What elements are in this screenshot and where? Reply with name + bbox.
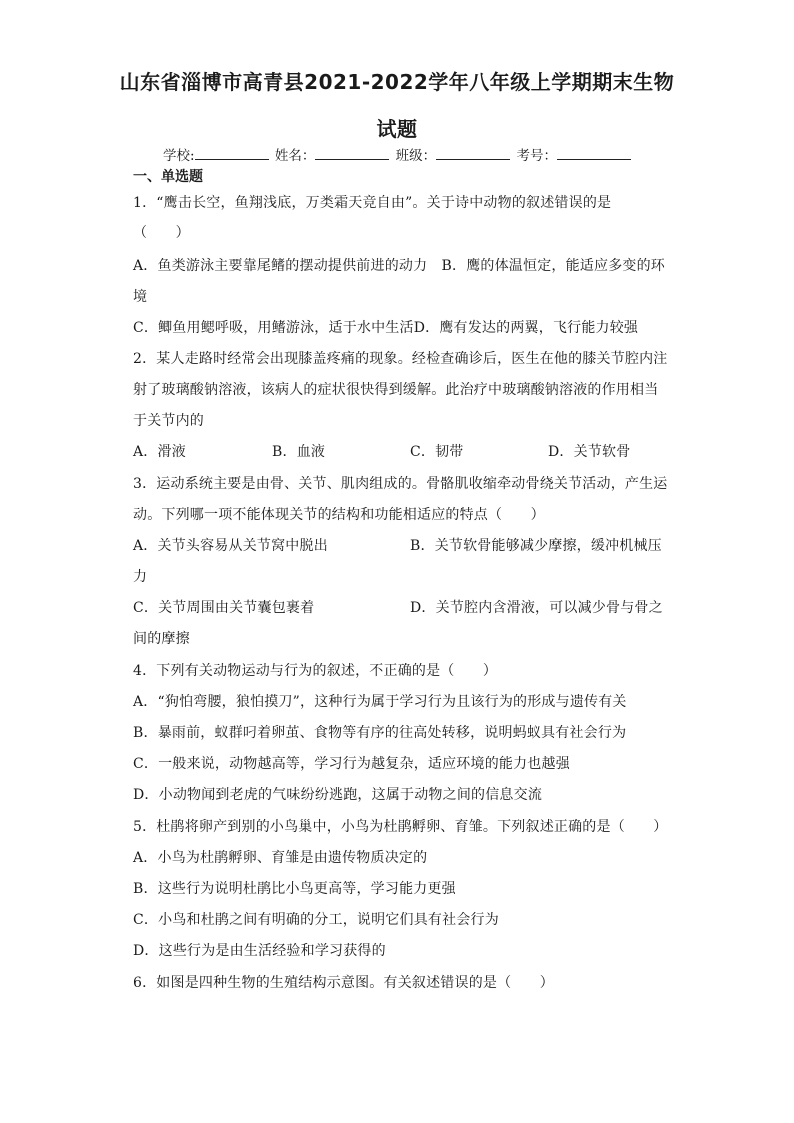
q4-option-c: C．一般来说，动物越高等，学习行为越复杂，适应环境的能力也越强 — [133, 756, 570, 772]
q2-stem-line-2: 射了玻璃酸钠溶液，该病人的症状很快得到缓解。此治疗中玻璃酸钠溶液的作用相当 — [133, 382, 659, 398]
q1-options-ab-line-1: A．鱼类游泳主要靠尾鳍的摆动提供前进的动力 B．鹰的体温恒定，能适应多变的环 — [133, 258, 665, 274]
exam-title-line-1: 山东省淄博市高青县2021-2022学年八年级上学期期末生物 — [119, 70, 675, 94]
q2-option-a: A．滑液 — [133, 444, 186, 460]
exam-number-blank — [557, 147, 631, 160]
exam-title-line-2: 试题 — [376, 117, 418, 141]
q3-option-b-line-1: B．关节软骨能够减少摩擦，缓冲机械压 — [410, 538, 662, 554]
q3-option-b-line-2: 力 — [133, 569, 148, 585]
q1-stem-line-2: （ ） — [133, 225, 190, 241]
q2-option-d: D．关节软骨 — [548, 444, 631, 460]
section-heading: 一、单选题 — [133, 169, 203, 185]
school-label: 学校: — [163, 148, 195, 164]
q2-option-c: C．韧带 — [410, 444, 464, 460]
q5-option-c: C．小鸟和杜鹃之间有明确的分工，说明它们具有社会行为 — [133, 912, 499, 928]
exam-number-label: 考号： — [516, 148, 557, 164]
class-blank — [436, 147, 510, 160]
student-info-row — [163, 144, 633, 164]
q5-option-a: A．小鸟为杜鹃孵卵、育雏是由遗传物质决定的 — [133, 850, 428, 866]
q3-stem-line-2: 动。下列哪一项不能体现关节的结构和功能相适应的特点（ ） — [133, 507, 545, 523]
q5-option-d: D．这些行为是由生活经验和学习获得的 — [133, 943, 386, 959]
q4-option-a: A．“狗怕弯腰，狼怕摸刀”，这种行为属于学习行为且该行为的形成与遗传有关 — [133, 694, 627, 710]
q2-option-b: B．血液 — [272, 444, 326, 460]
name-label: 姓名： — [274, 148, 316, 164]
q3-option-d-line-1: D．关节腔内含滑液，可以减少骨与骨之 — [410, 600, 663, 616]
q5-option-b: B．这些行为说明杜鹃比小鸟更高等，学习能力更强 — [133, 881, 456, 897]
name-blank — [315, 147, 389, 160]
q2-stem-line-1: 2．某人走路时经常会出现膝盖疼痛的现象。经检查确诊后，医生在他的膝关节腔内注 — [133, 351, 668, 367]
q6-stem: 6．如图是四种生物的生殖结构示意图。有关叙述错误的是（ ） — [133, 975, 554, 991]
q2-stem-line-3: 于关节内的 — [133, 413, 204, 429]
q4-option-d: D．小动物闻到老虎的气味纷纷逃跑，这属于动物之间的信息交流 — [133, 787, 543, 803]
q3-option-d-line-2: 间的摩擦 — [133, 631, 190, 647]
class-label: 班级： — [395, 148, 437, 164]
q3-stem-line-1: 3．运动系统主要是由骨、关节、肌肉组成的。骨骼肌收缩牵动骨绕关节活动，产生运 — [133, 476, 668, 492]
q4-option-b: B．暴雨前，蚁群叼着卵茧、食物等有序的往高处转移，说明蚂蚁具有社会行为 — [133, 725, 627, 741]
q1-stem-line-1: 1．“鹰击长空，鱼翔浅底，万类霜天竞自由”。关于诗中动物的叙述错误的是 — [133, 195, 612, 211]
q1-options-cd: C．鲫鱼用鳃呼吸，用鳍游泳，适于水中生活D．鹰有发达的两翼，飞行能力较强 — [133, 320, 639, 336]
q3-option-c: C．关节周围由关节囊包裹着 — [133, 600, 315, 616]
q3-option-a: A．关节头容易从关节窝中脱出 — [133, 538, 328, 554]
q1-options-ab-line-2: 境 — [133, 289, 148, 305]
q4-stem: 4．下列有关动物运动与行为的叙述，不正确的是（ ） — [133, 663, 498, 679]
q5-stem: 5．杜鹃将卵产到别的小鸟巢中，小鸟为杜鹃孵卵、育雏。下列叙述正确的是（ ） — [133, 819, 668, 835]
school-blank — [195, 147, 269, 160]
